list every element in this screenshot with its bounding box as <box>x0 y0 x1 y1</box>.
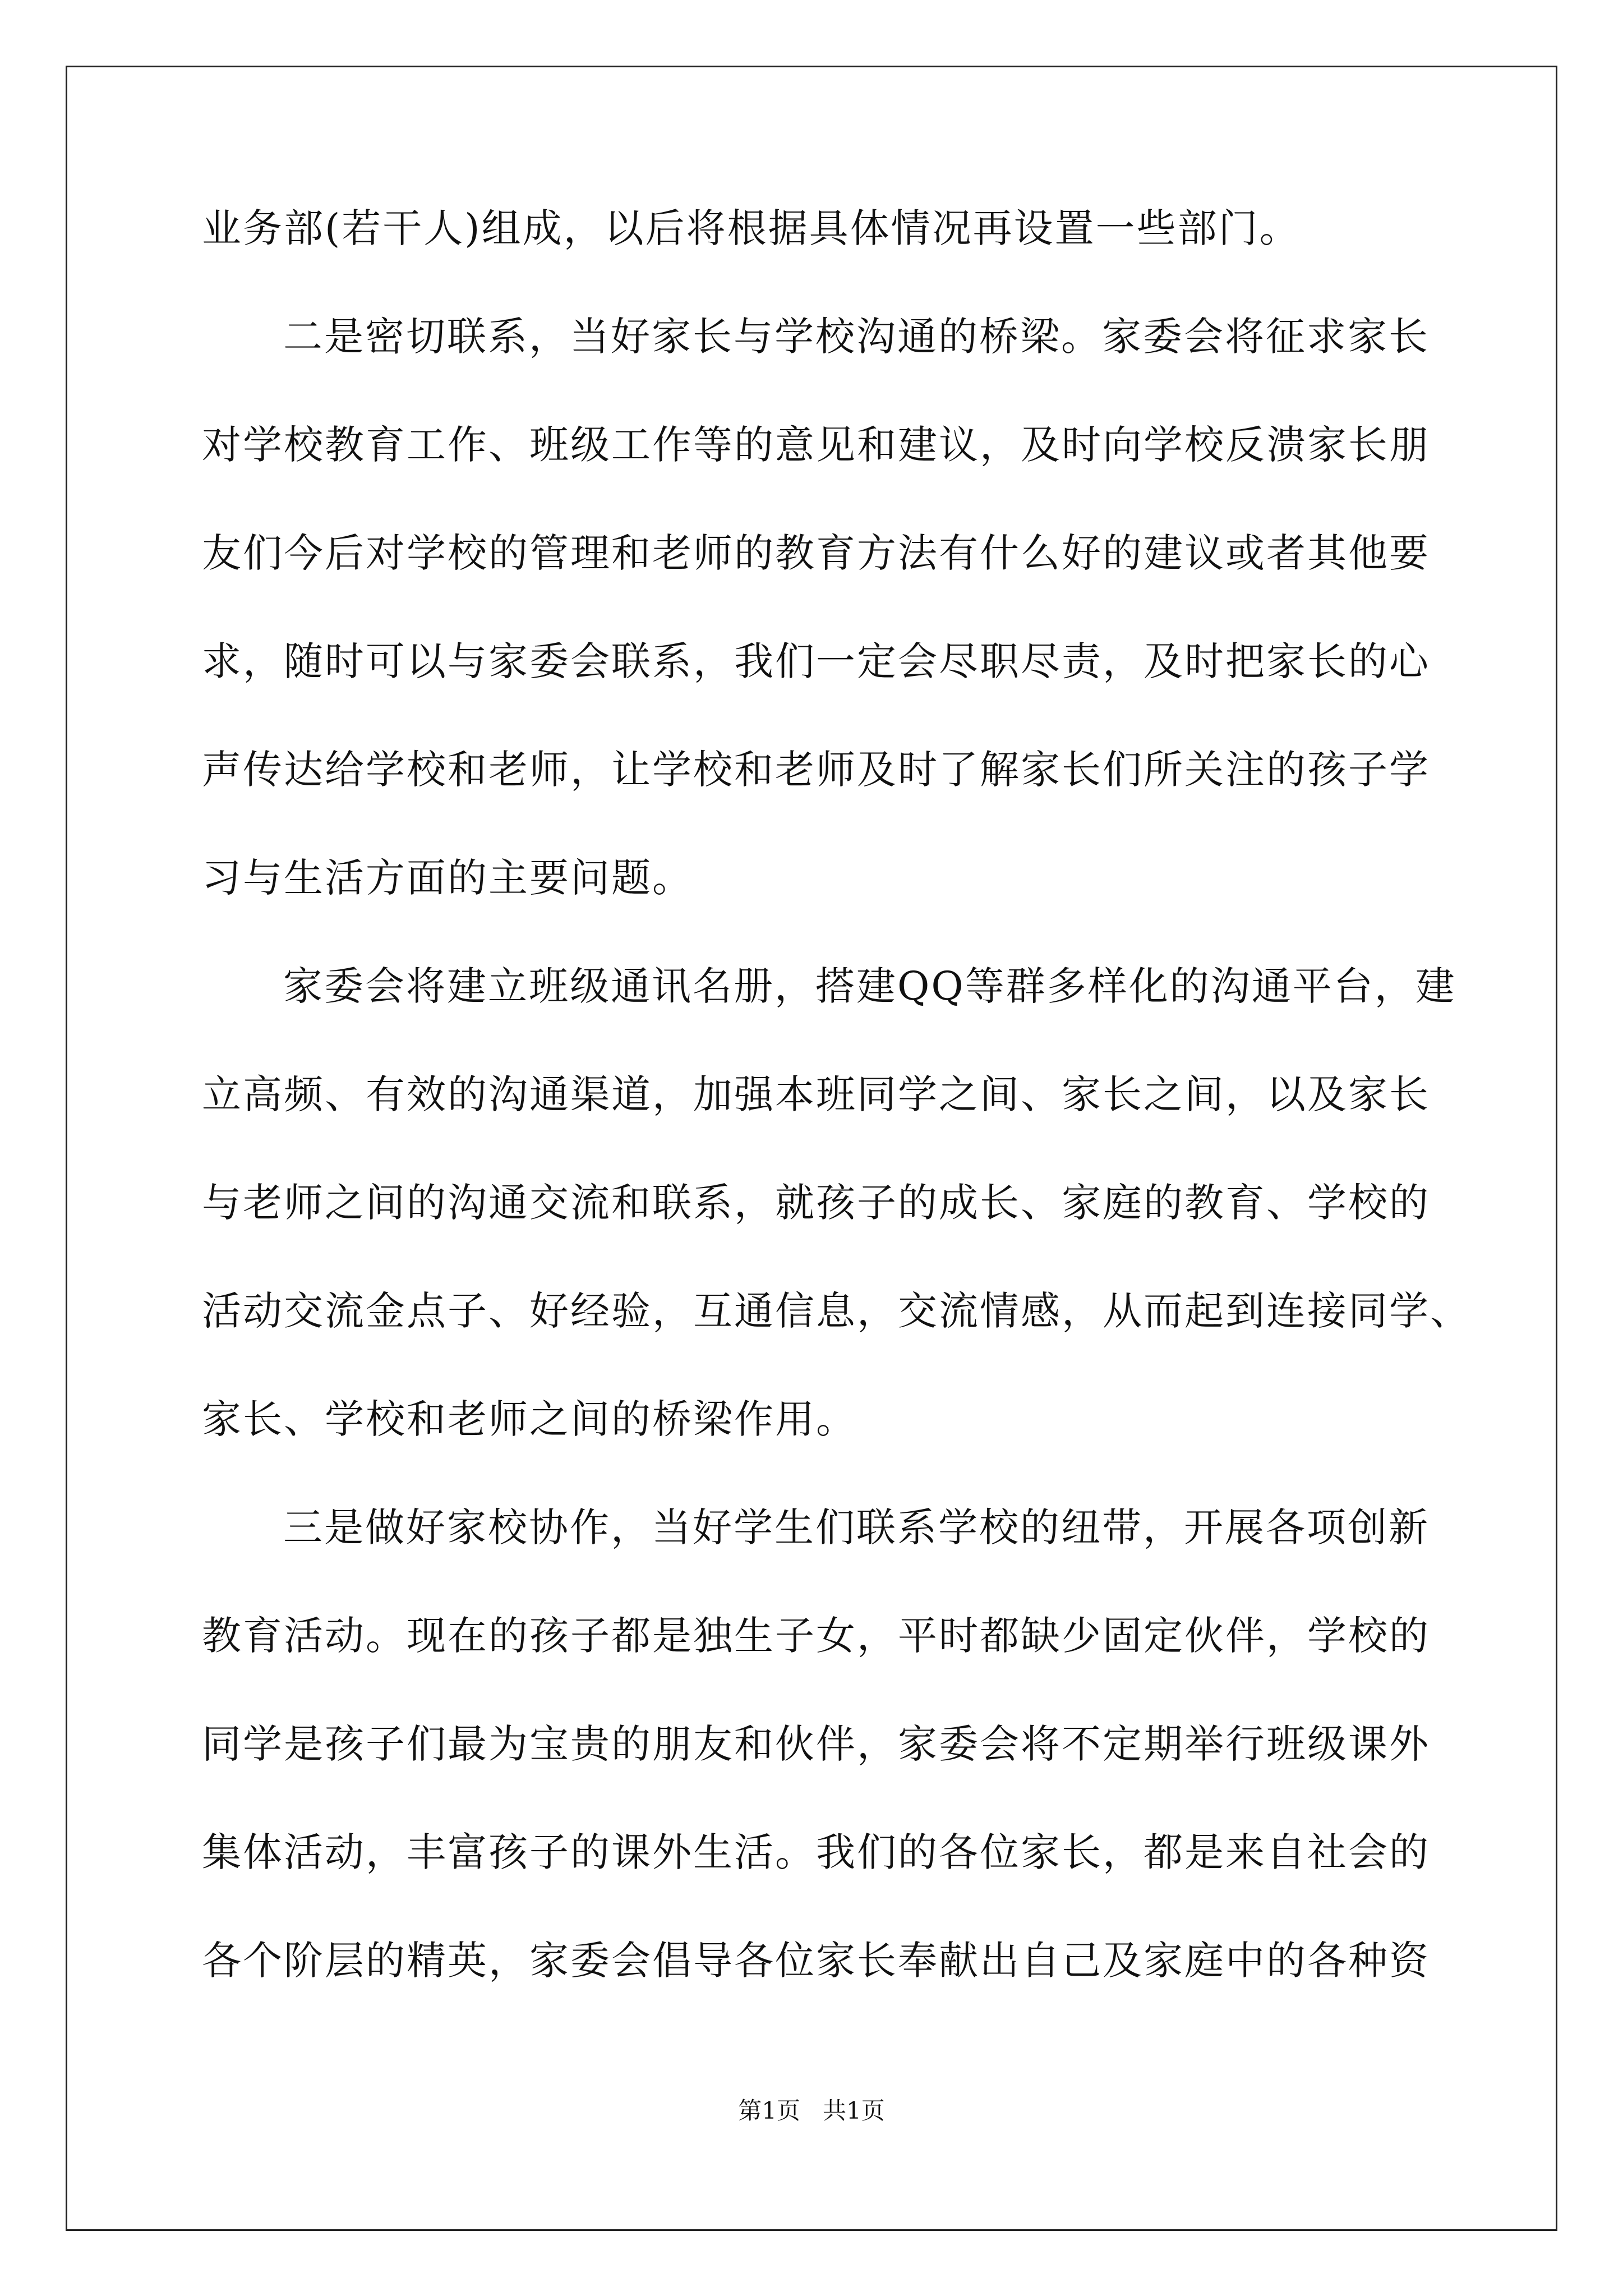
text-line: 立高频、有效的沟通渠道，加强本班同学之间、家长之间，以及家长 <box>202 1071 1430 1117</box>
text-line: 对学校教育工作、班级工作等的意见和建议，及时向学校反溃家长朋 <box>202 422 1430 468</box>
text-line: 友们今后对学校的管理和老师的教育方法有什么好的建议或者其他要 <box>202 530 1430 576</box>
text-line: 二是密切联系，当好家长与学校沟通的桥梁。家委会将征求家长 <box>283 314 1430 360</box>
text-line: 与老师之间的沟通交流和联系，就孩子的成长、家庭的教育、学校的 <box>202 1180 1430 1226</box>
text-line: 习与生活方面的主要问题。 <box>202 855 693 901</box>
page-number-footer: 第1页 共1页 <box>738 2097 885 2124</box>
text-line: 家委会将建立班级通讯名册，搭建QQ等群多样化的沟通平台，建 <box>283 963 1456 1009</box>
text-line: 教育活动。现在的孩子都是独生子女，平时都缺少固定伙伴，学校的 <box>202 1613 1430 1659</box>
text-line: 同学是孩子们最为宝贵的朋友和伙伴，家委会将不定期举行班级课外 <box>202 1721 1430 1767</box>
text-line: 三是做好家校协作，当好学生们联系学校的纽带，开展各项创新 <box>283 1504 1430 1550</box>
text-line: 求，随时可以与家委会联系，我们一定会尽职尽责，及时把家长的心 <box>202 638 1430 684</box>
text-line: 业务部(若干人)组成，以后将根据具体情况再设置一些部门。 <box>202 205 1301 251</box>
text-line: 活动交流金点子、好经验，互通信息，交流情感，从而起到连接同学、 <box>202 1288 1471 1334</box>
text-line: 家长、学校和老师之间的桥梁作用。 <box>202 1396 857 1442</box>
text-line: 各个阶层的精英，家委会倡导各位家长奉献出自己及家庭中的各种资 <box>202 1938 1430 1984</box>
document-body <box>202 205 1471 2049</box>
text-line: 集体活动，丰富孩子的课外生活。我们的各位家长，都是来自社会的 <box>202 1829 1430 1875</box>
text-line: 声传达给学校和老师，让学校和老师及时了解家长们所关注的孩子学 <box>202 747 1430 793</box>
